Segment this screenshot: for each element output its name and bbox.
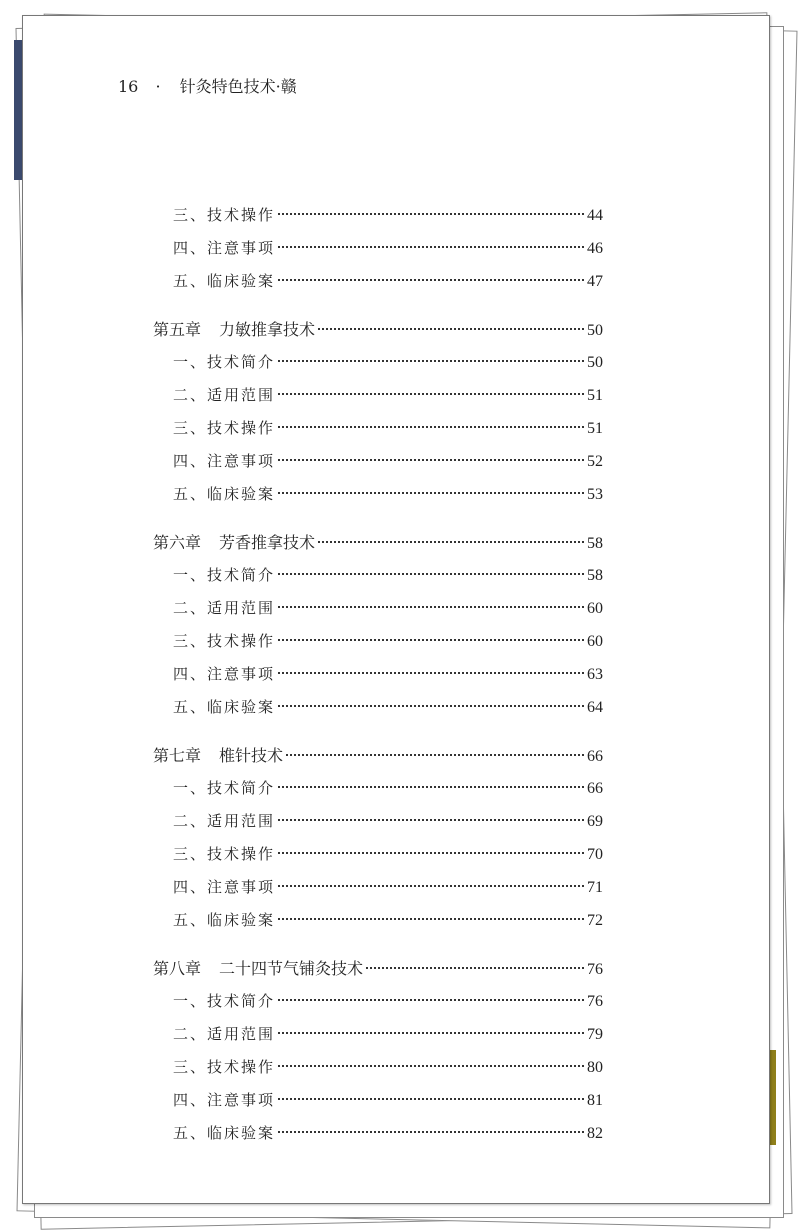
- dot-leader: [278, 885, 584, 887]
- section-title: 五、临床验案: [173, 485, 276, 503]
- toc-chapter-entry[interactable]: [153, 739, 603, 772]
- table-of-contents: [153, 199, 603, 1150]
- section-title: 二、适用范围: [173, 599, 276, 617]
- chapter-title: 力敏推拿技术: [219, 320, 316, 339]
- toc-section-entry[interactable]: [153, 1018, 603, 1051]
- toc-chapter-entry[interactable]: [153, 313, 603, 346]
- toc-section-entry[interactable]: [153, 412, 603, 445]
- toc-section-entry[interactable]: [153, 346, 603, 379]
- section-title: 三、技术操作: [173, 845, 276, 863]
- dot-leader: [278, 1131, 584, 1133]
- toc-section-entry[interactable]: [153, 871, 603, 904]
- toc-page-number: 53: [587, 486, 603, 503]
- dot-leader: [278, 213, 584, 215]
- toc-section-entry[interactable]: [153, 232, 603, 265]
- toc-page-number: 72: [587, 912, 603, 929]
- section-title: 三、技术操作: [173, 206, 276, 224]
- dot-leader: [366, 967, 584, 969]
- section-title: 一、技术简介: [173, 566, 276, 584]
- section-title: 四、注意事项: [173, 1091, 276, 1109]
- dot-leader: [278, 918, 584, 920]
- section-title: 一、技术简介: [173, 779, 276, 797]
- dot-leader: [278, 705, 584, 707]
- dot-leader: [286, 754, 584, 756]
- dot-leader: [278, 459, 584, 461]
- toc-page-number: 46: [587, 240, 603, 257]
- section-title: 三、技术操作: [173, 419, 276, 437]
- toc-section-entry[interactable]: [153, 559, 603, 592]
- cover-edge-blue: [14, 40, 22, 180]
- toc-page-number: 82: [587, 1125, 603, 1142]
- section-title: 三、技术操作: [173, 632, 276, 650]
- chapter-title: 椎针技术: [219, 746, 284, 765]
- dot-leader: [278, 492, 584, 494]
- dot-leader: [278, 999, 584, 1001]
- toc-page-number: 58: [587, 567, 603, 584]
- toc-section-entry[interactable]: [153, 691, 603, 724]
- toc-page-number: 60: [587, 600, 603, 617]
- section-title: 一、技术简介: [173, 353, 276, 371]
- dot-leader: [278, 1098, 584, 1100]
- toc-section-entry[interactable]: [153, 1117, 603, 1150]
- section-title: 四、注意事项: [173, 878, 276, 896]
- toc-page-number: 52: [587, 453, 603, 470]
- document-page: [22, 15, 770, 1204]
- toc-chapter-entry[interactable]: [153, 952, 603, 985]
- toc-section-entry[interactable]: [153, 805, 603, 838]
- toc-page-number: 50: [587, 322, 603, 339]
- toc-section-entry[interactable]: [153, 904, 603, 937]
- toc-page-number: 51: [587, 387, 603, 404]
- toc-page-number: 66: [587, 748, 603, 765]
- chapter-title: 芳香推拿技术: [219, 533, 316, 552]
- toc-page-number: 76: [587, 993, 603, 1010]
- toc-section-entry[interactable]: [153, 985, 603, 1018]
- toc-page-number: 44: [587, 207, 603, 224]
- toc-section-entry[interactable]: [153, 658, 603, 691]
- dot-leader: [278, 606, 584, 608]
- section-title: 一、技术简介: [173, 992, 276, 1010]
- dot-leader: [278, 1032, 584, 1034]
- toc-page-number: 60: [587, 633, 603, 650]
- section-title: 四、注意事项: [173, 452, 276, 470]
- dot-leader: [278, 672, 584, 674]
- toc-section-entry[interactable]: [153, 592, 603, 625]
- chapter-number: 第六章: [153, 533, 202, 552]
- header-separator: ·: [155, 77, 161, 96]
- toc-section-entry[interactable]: [153, 625, 603, 658]
- section-title: 二、适用范围: [173, 812, 276, 830]
- dot-leader: [278, 819, 584, 821]
- dot-leader: [318, 541, 584, 543]
- section-title: 五、临床验案: [173, 1124, 276, 1142]
- toc-section-entry[interactable]: [153, 1084, 603, 1117]
- dot-leader: [278, 1065, 584, 1067]
- toc-page-number: 64: [587, 699, 603, 716]
- dot-leader: [278, 393, 584, 395]
- dot-leader: [278, 360, 584, 362]
- toc-page-number: 80: [587, 1059, 603, 1076]
- toc-page-number: 81: [587, 1092, 603, 1109]
- toc-page-number: 50: [587, 354, 603, 371]
- toc-page-number: 58: [587, 535, 603, 552]
- toc-section-entry[interactable]: [153, 772, 603, 805]
- section-title: 四、注意事项: [173, 665, 276, 683]
- section-title: 五、临床验案: [173, 272, 276, 290]
- toc-section-entry[interactable]: [153, 445, 603, 478]
- toc-section-entry[interactable]: [153, 265, 603, 298]
- toc-page-number: 63: [587, 666, 603, 683]
- dot-leader: [318, 328, 584, 330]
- chapter-title: 二十四节气铺灸技术: [219, 959, 364, 978]
- dot-leader: [278, 639, 584, 641]
- toc-page-number: 71: [587, 879, 603, 896]
- dot-leader: [278, 573, 584, 575]
- toc-section-entry[interactable]: [153, 478, 603, 511]
- toc-page-number: 79: [587, 1026, 603, 1043]
- section-title: 四、注意事项: [173, 239, 276, 257]
- toc-chapter-entry[interactable]: [153, 526, 603, 559]
- section-title: 三、技术操作: [173, 1058, 276, 1076]
- section-title: 二、适用范围: [173, 386, 276, 404]
- page-number: 16: [118, 77, 139, 96]
- toc-section-entry[interactable]: [153, 379, 603, 412]
- chapter-number: 第七章: [153, 746, 202, 765]
- section-title: 五、临床验案: [173, 698, 276, 716]
- dot-leader: [278, 852, 584, 854]
- running-header: [118, 74, 297, 97]
- toc-page-number: 51: [587, 420, 603, 437]
- toc-page-number: 69: [587, 813, 603, 830]
- toc-page-number: 47: [587, 273, 603, 290]
- dot-leader: [278, 426, 584, 428]
- toc-page-number: 66: [587, 780, 603, 797]
- toc-section-entry[interactable]: [153, 838, 603, 871]
- dot-leader: [278, 246, 584, 248]
- chapter-number: 第八章: [153, 959, 202, 978]
- section-title: 五、临床验案: [173, 911, 276, 929]
- toc-section-entry[interactable]: [153, 199, 603, 232]
- dot-leader: [278, 279, 584, 281]
- toc-page-number: 76: [587, 961, 603, 978]
- dot-leader: [278, 786, 584, 788]
- section-title: 二、适用范围: [173, 1025, 276, 1043]
- book-title: 针灸特色技术·赣: [179, 77, 297, 96]
- toc-section-entry[interactable]: [153, 1051, 603, 1084]
- chapter-number: 第五章: [153, 320, 202, 339]
- toc-page-number: 70: [587, 846, 603, 863]
